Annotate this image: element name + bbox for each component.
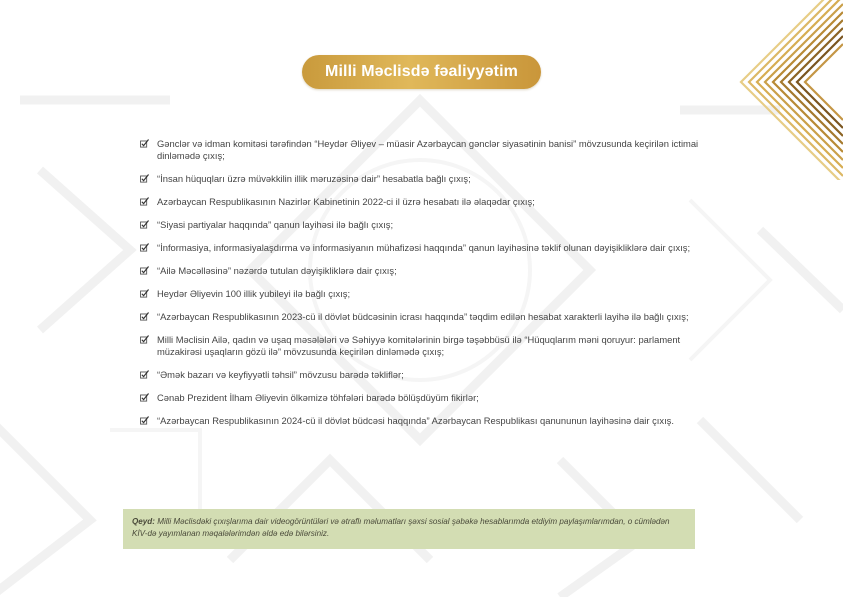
list-item <box>140 219 710 231</box>
list-item <box>140 369 710 381</box>
note-box <box>123 509 695 549</box>
list-item <box>140 334 710 358</box>
check-icon <box>140 393 149 402</box>
list-item <box>140 138 710 162</box>
list-item-text: Milli Məclisin Ailə, qadın və uşaq məsələləri və Səhiyyə komitələrinin birgə təşəbbüsü ilə “Hüquqlarım məni qoruyur: parlament müzakirəsi uşaqların gözü ilə” mövzusunda keçirilən dinləmədə çıxış; <box>157 334 681 357</box>
list-item-text: Gənclər və idman komitəsi tərəfindən “Heydər Əliyev – müasir Azərbaycan gənclər siyasətinin banisi” mövzusunda keçirilən ictimai dinləmədə çıxış; <box>157 138 699 161</box>
list-item-text: Heydər Əliyevin 100 illik yubileyi ilə bağlı çıxış; <box>157 288 351 299</box>
list-item <box>140 415 710 427</box>
check-icon <box>140 335 149 344</box>
note-label: Qeyd: <box>132 517 155 526</box>
list-item-text: “İnformasiya, informasiyalaşdırma və informasiyanın mühafizəsi haqqında” qanun layihəsinə təklif olunan dəyişikliklərə dair çıxış; <box>157 242 691 253</box>
list-item <box>140 242 710 254</box>
check-icon <box>140 266 149 275</box>
list-item <box>140 196 710 208</box>
check-icon <box>140 289 149 298</box>
list-item <box>140 173 710 185</box>
list-item-text: “Əmək bazarı və keyfiyyətli təhsil” mövzusu barədə təkliflər; <box>157 369 404 380</box>
check-icon <box>140 139 149 148</box>
gold-chevron-decoration <box>723 0 843 180</box>
list-item-text: “Ailə Məcəlləsinə” nəzərdə tutulan dəyişikliklərə dair çıxış; <box>157 265 397 276</box>
note-text: Milli Məclisdəki çıxışlarıma dair videogörüntüləri və ətraflı məlumatları şəxsi sosial şəbəkə hesablarımda etdiyim paylaşımlarımdan, o cümlədən KİV-də yayımlanan məqalələrimdən əldə edə bilərsiniz. <box>132 517 670 538</box>
check-icon <box>140 220 149 229</box>
list-item-text: Cənab Prezident İlham Əliyevin ölkəmizə töhfələri barədə bölüşdüyüm fikirlər; <box>157 392 479 403</box>
activity-list <box>140 138 710 438</box>
list-item <box>140 392 710 404</box>
list-item <box>140 288 710 300</box>
list-item-text: Azərbaycan Respublikasının Nazirlər Kabinetinin 2022-ci il üzrə hesabatı ilə əlaqədar çıxış; <box>157 196 535 207</box>
list-item <box>140 311 710 323</box>
list-item-text: “İnsan hüquqları üzrə müvəkkilin illik məruzəsinə dair” hesabatla bağlı çıxış; <box>157 173 471 184</box>
check-icon <box>140 416 149 425</box>
check-icon <box>140 197 149 206</box>
page-title: Milli Məclisdə fəaliyyətim <box>302 55 541 89</box>
list-item <box>140 265 710 277</box>
check-icon <box>140 370 149 379</box>
list-item-text: “Siyasi partiyalar haqqında” qanun layihəsi ilə bağlı çıxış; <box>157 219 394 230</box>
check-icon <box>140 312 149 321</box>
check-icon <box>140 174 149 183</box>
list-item-text: “Azərbaycan Respublikasının 2024-cü il dövlət büdcəsi haqqında” Azərbaycan Respublikası qanununun layihəsinə dair çıxış. <box>157 415 674 426</box>
list-item-text: “Azərbaycan Respublikasının 2023-cü il dövlət büdcəsinin icrası haqqında” təqdim edilən hesabat xarakterli layihə ilə bağlı çıxış; <box>157 311 689 322</box>
check-icon <box>140 243 149 252</box>
